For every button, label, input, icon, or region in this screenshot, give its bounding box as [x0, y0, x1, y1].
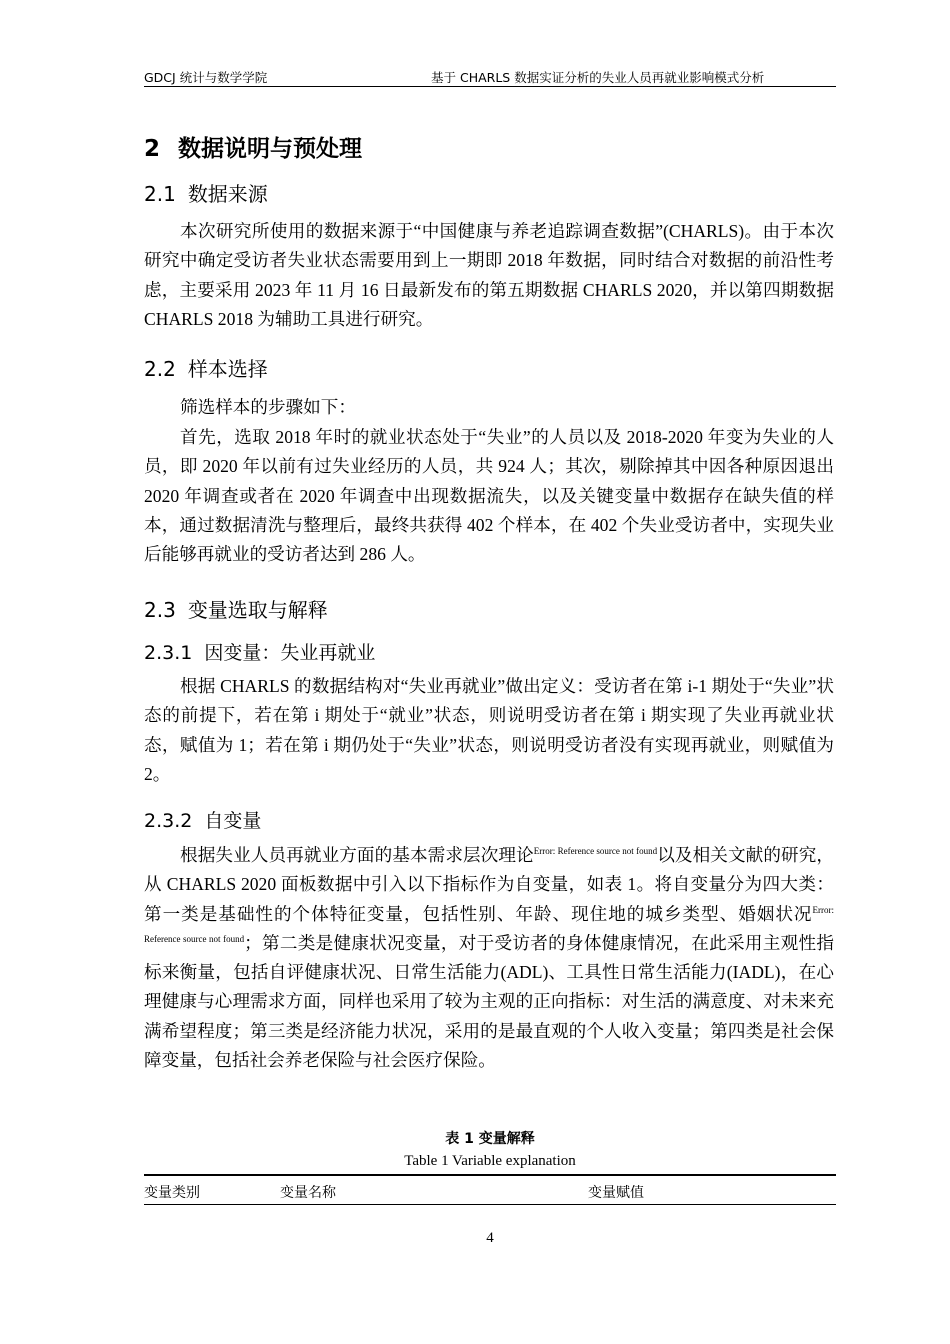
subsection-number: 2.3 — [144, 598, 176, 622]
subsection-heading-2-2 — [144, 353, 268, 382]
table-caption-english: Table 1 Variable explanation — [404, 1153, 576, 1169]
subsubsection-heading-2-3-1 — [144, 638, 375, 665]
subsubsection-heading-2-3-2 — [144, 806, 261, 833]
page-number: 4 — [486, 1230, 494, 1246]
paragraph-independent-variables — [144, 841, 834, 1075]
running-header — [144, 66, 836, 87]
table-caption-chinese: 表 1 变量解释 — [445, 1131, 535, 1147]
subsubsection-title: 因变量：失业再就业 — [204, 642, 376, 664]
header-paper-title: 基于 CHARLS 数据实证分析的失业人员再就业影响模式分析 — [431, 70, 765, 85]
subsection-heading-2-1 — [144, 178, 268, 207]
table-top-rule — [144, 1174, 836, 1176]
subsection-number: 2.2 — [144, 357, 176, 381]
subsection-title: 数据来源 — [187, 182, 268, 206]
text-segment: 根据失业人员再就业方面的基本需求层次理论 — [180, 845, 534, 865]
subsection-title: 变量选取与解释 — [187, 598, 328, 622]
reference-error-marker: Error: Reference source not found — [144, 904, 834, 944]
table-header-rule — [144, 1204, 836, 1205]
text-segment: ；第二类是健康状况变量，对于受访者的身体健康情况，在此采用主观性指标来衡量，包括自评健康状况、日常生活能力(ADL)、工具性日常生活能力(IADL)，在心理健康与心理需求方面，同样也采用了较为主观的正向指标：对生活的满意度、对未来充满希望程度；第三类是经济能力状况，采用的是最直观的个人收入变量；第四类是社会保障变量，包括社会养老保险与社会医疗保险。 — [144, 932, 834, 1071]
reference-error-marker: Error: Reference source not found — [533, 846, 658, 856]
paragraph-data-source: 本次研究所使用的数据来源于“中国健康与养老追踪调查数据”(CHARLS)。由于本次研究中确定受访者失业状态需要用到上一期即 2018 年数据，同时结合对数据的前沿性考虑，主要采用 2023 年 11 月 16 日最新发布的第五期数据 CHARLS 2020，并以第四期数据 CHARLS 2018 为辅助工具进行研究。 — [144, 221, 834, 329]
table-header-row — [144, 1180, 836, 1204]
subsection-heading-2-3 — [144, 594, 328, 623]
table-header-value: 变量赋值 — [588, 1185, 644, 1201]
text-segment: 以及相关文献的研究，从 CHARLS 2020 面板数据中引入以下指标作为自变量，如表 1。将自变量分为四大类：第一类是基础性的个体特征变量，包括性别、年龄、现住地的城乡类型、婚姻状况 — [144, 845, 834, 924]
subsubsection-number: 2.3.2 — [144, 810, 193, 832]
paragraph-sample-selection: 首先，选取 2018 年时的就业状态处于“失业”的人员以及 2018-2020 年变为失业的人员，即 2020 年以前有过失业经历的人员，共 924 人；其次，剔除掉其中因各种原因退出 2020 年调查或者在 2020 年调查中出现数据流失，以及关键变量中数据存在缺失值的样本，通过数据清洗与整理后，最终共获得 402 个样本，在 402 个失业受访者中，实现失业后能够再就业的受访者达到 286 人。 — [144, 427, 834, 565]
paragraph-sample-steps: 筛选样本的步骤如下： — [180, 397, 356, 417]
paragraph-dependent-variable: 根据 CHARLS 的数据结构对“失业再就业”做出定义：受访者在第 i-1 期处于“失业”状态的前提下，若在第 i 期处于“就业”状态，则说明受访者在第 i 期实现了失业再就业状态，赋值为 1；若在第 i 期仍处于“失业”状态，则说明受访者没有实现再就业，则赋值为 2。 — [144, 676, 834, 784]
section-number: 2 — [144, 136, 161, 162]
table-header-category: 变量类别 — [144, 1185, 200, 1201]
subsection-number: 2.1 — [144, 182, 176, 206]
subsection-title: 样本选择 — [187, 357, 268, 381]
section-title: 数据说明与预处理 — [178, 136, 362, 162]
subsubsection-number: 2.3.1 — [144, 642, 193, 664]
section-heading — [144, 130, 362, 163]
subsubsection-title: 自变量 — [204, 810, 262, 832]
table-header-name: 变量名称 — [280, 1185, 336, 1201]
header-institution: GDCJ 统计与数学学院 — [144, 70, 268, 85]
